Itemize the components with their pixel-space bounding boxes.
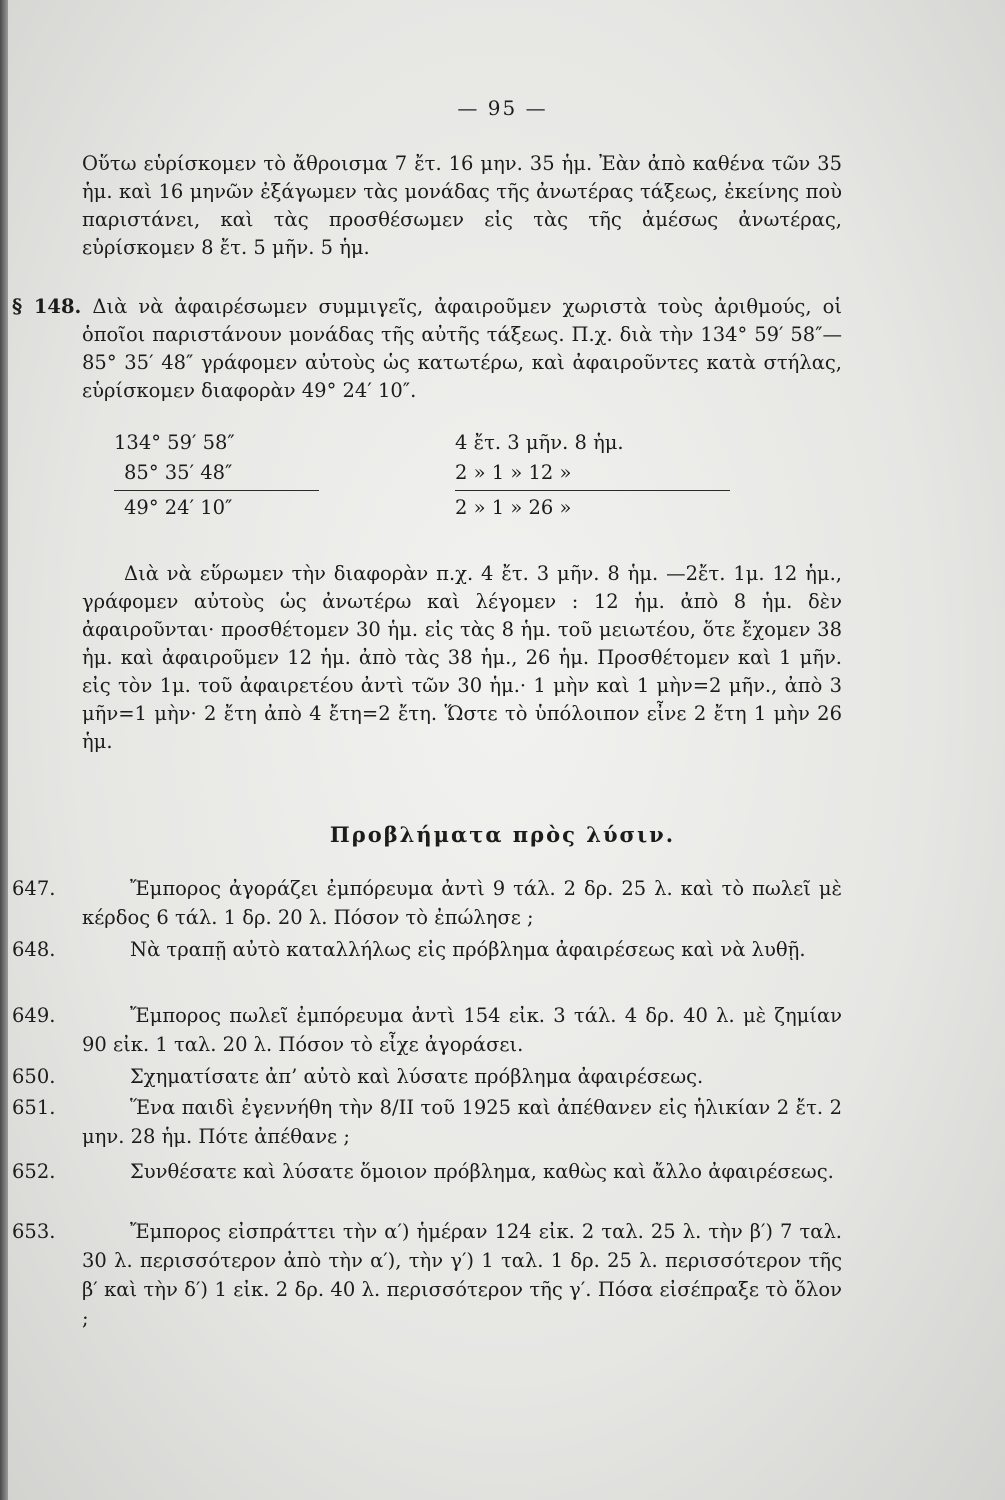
problem-647 [12, 874, 842, 932]
problem-number: 651. [12, 1096, 56, 1119]
time-subtrahend: 2 » 1 » 12 » [455, 461, 572, 484]
problem-number: 650. [12, 1065, 56, 1088]
intro-paragraph: Οὕτω εὑρίσκομεν τὸ ἄθροισμα 7 ἔτ. 16 μην. 35 ἡμ. Ἐὰν ἀπὸ καθένα τῶν 35 ἡμ. καὶ 16 μηνῶν ἐξάγωμεν τὰς μονάδας τῆς ἀνωτέρας τάξεως, ἐκείνης ποὺ παριστάνει, καὶ τὰς προσθέσωμεν εἰς τὰς τῆς ἀμέσως ἀνωτέρας, εὑρίσκομεν 8 ἔτ. 5 μῆν. 5 ἡμ. [82, 152, 842, 259]
problem-648 [12, 935, 842, 964]
problem-number: 647. [12, 877, 56, 900]
problem-653 [12, 1217, 842, 1333]
angle-subtrahend: 85° 35′ 48″ [124, 461, 233, 484]
problem-650 [12, 1062, 842, 1091]
time-minuend: 4 ἔτ. 3 μῆν. 8 ἡμ. [455, 431, 624, 454]
angle-result: 49° 24′ 10″ [124, 496, 233, 519]
page-number: — 95 — [457, 96, 548, 120]
section-148 [12, 293, 842, 405]
problem-text: Ἕνα παιδὶ ἐγεννήθη τὴν 8/II τοῦ 1925 καὶ ἀπέθανεν εἰς ἡλικίαν 2 ἔτ. 2 μην. 28 ἡμ. Πότε ἀπέθανε ; [82, 1096, 842, 1148]
section-heading: Προβλήματα πρὸς λύσιν. [329, 822, 676, 847]
subtraction-rule [114, 490, 319, 491]
problem-649 [12, 1001, 842, 1059]
angle-subtraction [114, 428, 319, 523]
problem-text: Νὰ τραπῇ αὐτὸ καταλλήλως εἰς πρόβλημα ἀφαιρέσεως καὶ νὰ λυθῇ. [130, 938, 806, 961]
page-binding-edge [0, 0, 8, 1500]
problem-number: 652. [12, 1160, 56, 1183]
problem-651 [12, 1093, 842, 1151]
time-subtraction [455, 428, 730, 523]
subtraction-rule [455, 490, 730, 491]
problem-text: Συνθέσατε καὶ λύσατε ὅμοιον πρόβλημα, καθὼς καὶ ἄλλο ἀφαιρέσεως. [130, 1160, 834, 1183]
section-148-text: Διὰ νὰ ἀφαιρέσωμεν συμμιγεῖς, ἀφαιροῦμεν χωριστὰ τοὺς ἀριθμούς, οἱ ὁποῖοι παριστάνουν μονάδας τῆς αὐτῆς τάξεως. Π.χ. διὰ τὴν 134° 59′ 58″—85° 35′ 48″ γράφομεν αὐτοὺς ὡς κατωτέρω, καὶ ἀφαιροῦντες κατὰ στήλας, εὑρίσκομεν διαφορὰν 49° 24′ 10″. [82, 295, 842, 402]
explanation-paragraph: Διὰ νὰ εὕρωμεν τὴν διαφορὰν π.χ. 4 ἔτ. 3 μῆν. 8 ἡμ. —2ἔτ. 1μ. 12 ἡμ., γράφομεν αὐτοὺς ὡς ἀνωτέρω καὶ λέγομεν : 12 ἡμ. ἀπὸ 8 ἡμ. δὲν ἀφαιροῦνται· προσθέτομεν 30 ἡμ. εἰς τὰς 8 ἡμ. τοῦ μειωτέου, ὅτε ἔχομεν 38 ἡμ. καὶ ἀφαιροῦμεν 12 ἡμ. ἀπὸ τὰς 38 ἡμ., 26 ἡμ. Προσθέτομεν καὶ 1 μῆν. εἰς τὸν 1μ. τοῦ ἀφαιρετέου ἀντὶ τῶν 30 ἡμ.· 1 μὴν καὶ 1 μὴν=2 μῆν., ἀπὸ 3 μῆν=1 μὴν· 2 ἔτη ἀπὸ 4 ἔτη=2 ἔτη. Ὥστε τὸ ὑπόλοιπον εἶνε 2 ἔτη 1 μὴν 26 ἡμ. [82, 562, 842, 753]
time-result: 2 » 1 » 26 » [455, 496, 572, 519]
problem-text: Ἔμπορος πωλεῖ ἐμπόρευμα ἀντὶ 154 εἰκ. 3 τάλ. 4 δρ. 40 λ. μὲ ζημίαν 90 εἰκ. 1 ταλ. 20 λ. Πόσον τὸ εἶχε ἀγοράσει. [82, 1004, 842, 1056]
problem-number: 653. [12, 1220, 56, 1243]
problem-text: Ἔμπορος ἀγοράζει ἐμπόρευμα ἀντὶ 9 τάλ. 2 δρ. 25 λ. καὶ τὸ πωλεῖ μὲ κέρδος 6 τάλ. 1 δρ. 20 λ. Πόσον τὸ ἐπώλησε ; [82, 877, 842, 929]
problem-text: Ἔμπορος εἰσπράττει τὴν α′) ἡμέραν 124 εἰκ. 2 ταλ. 25 λ. τὴν β′) 7 ταλ. 30 λ. περισσότερον ἀπὸ τὴν α′), τὴν γ′) 1 ταλ. 1 δρ. 25 λ. περισσότερον τῆς β′ καὶ τὴν δ′) 1 εἰκ. 2 δρ. 40 λ. περισσότερον τῆς γ′. Πόσα εἰσέπραξε τὸ ὅλον ; [82, 1220, 842, 1330]
problem-number: 648. [12, 938, 56, 961]
problem-text: Σχηματίσατε ἀπ’ αὐτὸ καὶ λύσατε πρόβλημα ἀφαιρέσεως. [130, 1065, 704, 1088]
angle-minuend: 134° 59′ 58″ [114, 431, 235, 454]
problem-number: 649. [12, 1004, 56, 1027]
section-number: § 148. [12, 295, 82, 318]
problem-652 [12, 1157, 842, 1186]
